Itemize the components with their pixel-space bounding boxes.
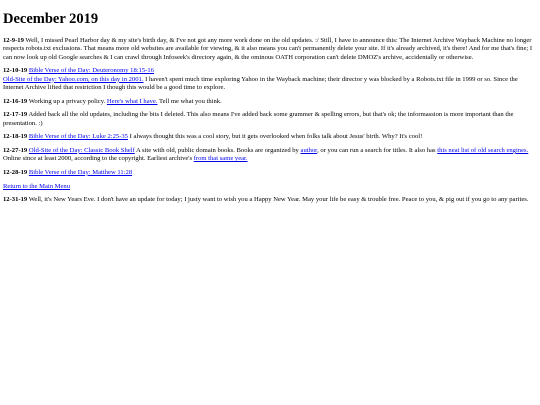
entry-date: 12-27-19 (3, 146, 28, 154)
bible-verse-link-deuteronomy[interactable]: Bible Verse of the Day: Deuteronomy 18:15-16 (28, 67, 154, 75)
old-site-link-classic-book-shelf[interactable]: Old-Site of the Day: Classic Book Shelf (28, 146, 135, 154)
entry-text: Well, I missed Pearl Harbor day & my site's birth day, & I've not got any more work done on the old updates. :/ Still, I have to announce this: The Internet Archive Wayback Machine no longer respects robots.txt exclusions. That means more old websites are available for viewing, & it also means you can't permanently delete your site. If it's already archived, it's there! And for me that's fine; I can now look up old Google searches & I can crawl through Infoseek's directory again, & the ominous OATH corporation can't delete DMOZ's archive, accidentally or otherwise. (3, 37, 533, 61)
entry-date: 12-31-19 (3, 196, 28, 204)
nav-return (3, 183, 535, 191)
author-link[interactable]: author (300, 146, 318, 154)
entry-date: 12-9-19 (3, 37, 24, 44)
entry-text: A site with old, public domain books. Books are organized by (134, 146, 301, 154)
entry-12-10-19 (3, 67, 535, 92)
entry-12-28-19 (3, 169, 535, 177)
entry-12-16-19 (3, 98, 535, 106)
entry-text: Online since at least 2000, according to the copyright. Earliest archive's (3, 155, 194, 163)
entry-12-18-19 (3, 133, 535, 141)
entry-text: Tell me what you think. (157, 97, 222, 105)
entry-text: Added back all the old updates, including the bits I deleted. This also means I've added back some grammer & spelling errors, but that's ok; the informassion is more important than the presentation. :) (3, 111, 514, 127)
entry-12-27-19 (3, 147, 535, 164)
search-engines-list-link[interactable]: this neat list of old search engines. (437, 146, 529, 154)
earliest-archive-link[interactable]: from that same year. (193, 155, 248, 163)
bible-verse-link-luke[interactable]: Bible Verse of the Day: Luke 2:25-35 (28, 133, 128, 141)
entry-date: 12-16-19 (3, 97, 28, 105)
old-site-link-yahoo[interactable]: Old-Site of the Day: Yahoo.com, on this day in 2001. (3, 75, 144, 83)
entry-text: I haven't spent much time exploring Yahoo in the Wayback machine; their director y was blocked by a Robots.txt file in 1999 or so. Since the Internet Archive lifted that restriction I though this would be a good time to explore. (3, 75, 518, 91)
entry-12-17-19 (3, 111, 535, 128)
entry-date: 12-28-19 (3, 168, 28, 176)
entry-text: Working up a privacy policy. (27, 97, 107, 105)
entry-date: 12-18-19 (3, 133, 28, 141)
entry-text: , or you can run a search for titles. It also has (317, 146, 438, 154)
privacy-policy-link[interactable]: Here's what I have. (106, 97, 158, 105)
entry-12-9-19 (3, 37, 535, 62)
return-to-main-menu-link[interactable]: Return to the Main Menu (3, 182, 71, 190)
entry-date: 12-10-19 (3, 67, 28, 75)
entry-text: Well, it's New Years Eve. I don't have an update for today; I justy want to wish you a Happy New Year. May your life be easy & trouble free. Peace to you, & pig out if you go to any parites. (27, 196, 529, 204)
page-title: December 2019 (3, 11, 99, 27)
bible-verse-link-matthew[interactable]: Bible Verse of the Day: Matthew 11:28 (28, 168, 133, 176)
entry-text: I always thought this was a cool story, but it gets overlooked when folks talk about Jesus' birth. Why? It's cool! (127, 133, 423, 141)
entry-12-31-19 (3, 196, 535, 204)
entry-date: 12-17-19 (3, 111, 28, 119)
